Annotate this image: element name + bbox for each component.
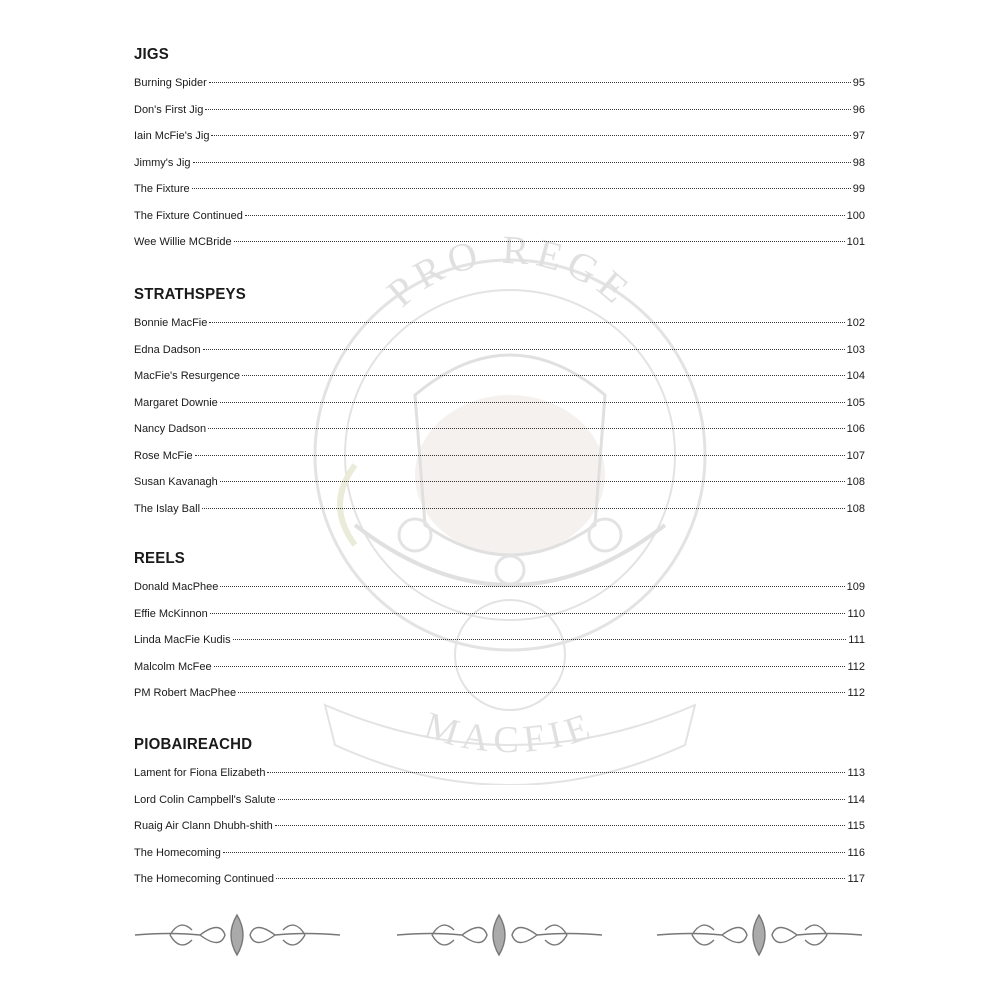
dot-leader <box>267 772 845 773</box>
entry-title: Malcolm McFee <box>134 660 212 673</box>
section-reels <box>134 548 865 707</box>
entry-page: 98 <box>852 156 865 169</box>
toc-entry[interactable] <box>134 760 865 787</box>
flourish-ornament <box>392 910 607 960</box>
dot-leader <box>223 852 846 853</box>
entry-title: Linda MacFie Kudis <box>134 634 231 646</box>
toc-entry[interactable] <box>134 363 865 390</box>
toc-entry[interactable] <box>134 97 865 124</box>
section-heading: REELS <box>134 549 186 568</box>
dot-leader <box>220 481 845 482</box>
dot-leader <box>214 666 846 667</box>
dot-leader <box>205 109 850 110</box>
flourish-ornament <box>652 910 867 960</box>
entry-title: MacFie's Resurgence <box>134 370 241 382</box>
dot-leader <box>220 402 845 403</box>
toc-entry[interactable] <box>134 574 865 601</box>
toc-entry[interactable] <box>134 787 865 814</box>
entry-title: Rose McFie <box>134 449 193 462</box>
toc-entry[interactable] <box>134 123 865 150</box>
entry-title: The Homecoming <box>134 846 221 859</box>
entry-page: 96 <box>852 103 865 116</box>
section-heading: PIOBAIREACHD <box>134 735 253 754</box>
toc-entry[interactable] <box>134 203 865 230</box>
entry-page: 110 <box>847 607 865 620</box>
entry-title: The Fixture <box>134 183 190 195</box>
entry-title: Donald MacPhee <box>134 581 219 593</box>
toc-entry[interactable] <box>134 176 865 203</box>
entry-title: PM Robert MacPhee <box>134 687 237 699</box>
entry-page: 115 <box>847 820 865 832</box>
entry-title: Burning Spider <box>134 77 207 89</box>
entry-title: Wee Willie MCBride <box>134 236 232 248</box>
dot-leader <box>245 215 845 216</box>
entry-page: 102 <box>846 317 865 329</box>
entry-page: 104 <box>846 370 865 382</box>
entry-title: The Islay Ball <box>134 502 201 515</box>
dot-leader <box>278 799 846 800</box>
dot-leader <box>220 586 844 587</box>
dot-leader <box>195 455 845 456</box>
entry-page: 99 <box>852 183 865 195</box>
toc-entry[interactable] <box>134 229 865 256</box>
dot-leader <box>276 878 845 879</box>
section-piobaireachd <box>134 734 865 893</box>
dot-leader <box>193 162 851 163</box>
entry-page: 97 <box>852 130 865 142</box>
entry-page: 105 <box>846 396 865 409</box>
dot-leader <box>209 322 844 323</box>
toc-entry[interactable] <box>134 654 865 681</box>
crest-top-text: PRO REGE <box>378 226 642 316</box>
entry-page: 95 <box>852 77 865 89</box>
toc-entry[interactable] <box>134 469 865 496</box>
toc-entry[interactable] <box>134 416 865 443</box>
dot-leader <box>192 188 851 189</box>
toc-entry[interactable] <box>134 70 865 97</box>
section-jigs <box>134 44 865 256</box>
entry-page: 113 <box>847 767 865 779</box>
entry-page: 117 <box>847 873 865 885</box>
toc-entry[interactable] <box>134 813 865 840</box>
toc-entry[interactable] <box>134 866 865 893</box>
entry-page: 111 <box>848 634 865 646</box>
entry-page: 112 <box>847 660 865 673</box>
section-heading: STRATHSPEYS <box>134 285 246 304</box>
entry-page: 107 <box>846 449 865 462</box>
section-strathspeys <box>134 284 865 522</box>
toc-entry[interactable] <box>134 496 865 523</box>
ornament-row <box>130 910 870 960</box>
dot-leader <box>203 349 845 350</box>
toc-entry[interactable] <box>134 150 865 177</box>
entry-title: Edna Dadson <box>134 343 201 356</box>
crest-bottom-text: MACFIE <box>419 704 601 762</box>
entry-page: 101 <box>846 236 865 248</box>
toc-entry[interactable] <box>134 840 865 867</box>
toc-entry[interactable] <box>134 680 865 707</box>
toc-entry[interactable] <box>134 443 865 470</box>
toc-entry[interactable] <box>134 310 865 337</box>
entry-title: Lament for Fiona Elizabeth <box>134 767 266 779</box>
entry-page: 103 <box>846 343 865 356</box>
entry-title: Iain McFie's Jig <box>134 130 210 142</box>
entry-title: Effie McKinnon <box>134 607 208 620</box>
dot-leader <box>233 639 847 640</box>
entry-title: Susan Kavanagh <box>134 476 218 488</box>
entry-title: The Fixture Continued <box>134 209 243 222</box>
entry-page: 108 <box>846 502 865 515</box>
dot-leader <box>208 428 844 429</box>
dot-leader <box>202 508 845 509</box>
dot-leader <box>234 241 845 242</box>
flourish-ornament <box>130 910 345 960</box>
entry-title: The Homecoming Continued <box>134 873 275 885</box>
entry-title: Lord Colin Campbell's Salute <box>134 793 276 806</box>
entry-title: Ruaig Air Clann Dhubh-shith <box>134 820 273 832</box>
dot-leader <box>242 375 845 376</box>
entry-title: Jimmy's Jig <box>134 156 191 169</box>
entry-page: 100 <box>846 209 865 222</box>
dot-leader <box>211 135 850 136</box>
entry-page: 112 <box>847 687 865 699</box>
entry-title: Bonnie MacFie <box>134 317 208 329</box>
entry-page: 114 <box>847 793 865 806</box>
toc-entry[interactable] <box>134 601 865 628</box>
dot-leader <box>210 613 846 614</box>
entry-page: 108 <box>846 476 865 488</box>
toc-entry[interactable] <box>134 627 865 654</box>
toc-entry[interactable] <box>134 337 865 364</box>
entry-title: Don's First Jig <box>134 103 204 116</box>
dot-leader <box>209 82 851 83</box>
toc-entry[interactable] <box>134 390 865 417</box>
entry-page: 106 <box>846 423 865 435</box>
dot-leader <box>238 692 845 693</box>
dot-leader <box>275 825 846 826</box>
section-heading: JIGS <box>134 45 169 64</box>
entry-page: 116 <box>847 846 865 859</box>
entry-title: Nancy Dadson <box>134 423 207 435</box>
entry-title: Margaret Downie <box>134 396 218 409</box>
entry-page: 109 <box>846 581 865 593</box>
